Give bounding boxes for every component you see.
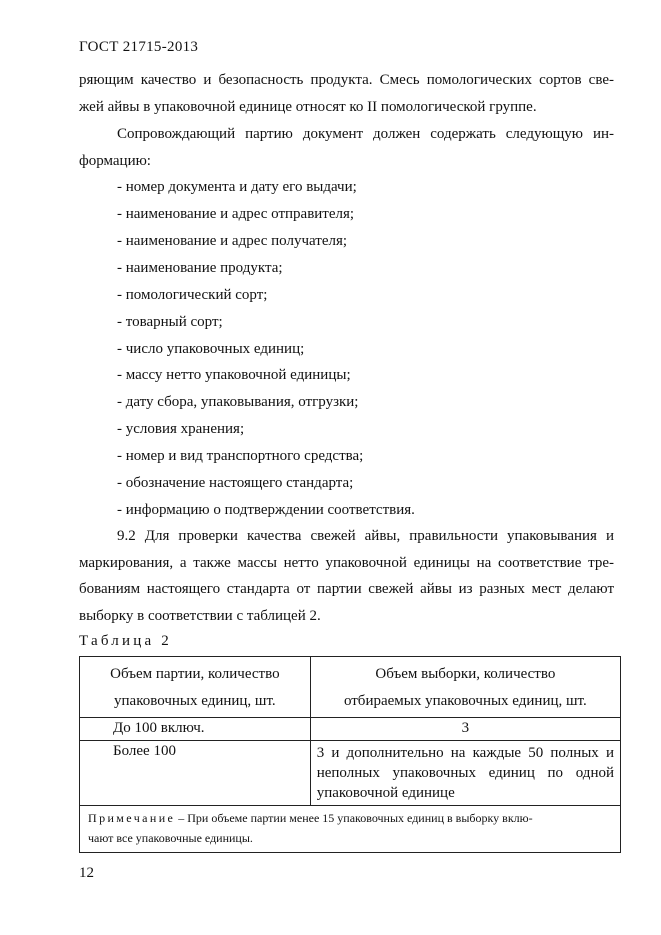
table-header-row (80, 657, 621, 718)
note-text: чают все упаковочные единицы. (88, 831, 253, 845)
list-item: - число упаковочных единиц; (117, 341, 305, 357)
paragraph-line: бованиям настоящего стандарта от партии свежей айвы из разных мест делают (79, 581, 614, 597)
paragraph-line: Сопровождающий партию документ должен содержать следующую ин- (117, 126, 614, 142)
lot-size-cell: Более 100 (80, 741, 311, 806)
header-text: упаковочных единиц, шт. (114, 693, 276, 709)
paragraph-line: маркирования, а также массы нетто упаковочной единицы на соответствие тре- (79, 555, 614, 571)
header-text: Объем выборки, количество (375, 666, 556, 682)
note-text: – При объеме партии менее 15 упаковочных единиц в выборку вклю- (175, 811, 533, 825)
paragraph-line: ряющим качество и безопасность продукта. Смесь помологических сортов све- (79, 72, 614, 88)
sample-size-line: неполных упаковочных единиц по одной (316, 765, 614, 781)
list-item: - номер документа и дату его выдачи; (117, 179, 357, 195)
list-item: - условия хранения; (117, 421, 245, 437)
table-caption: Таблица 2 (79, 633, 172, 649)
table-row (80, 741, 621, 806)
table-note (80, 806, 621, 853)
list-item: - наименование и адрес получателя; (117, 233, 348, 249)
list-item: - информацию о подтверждении соответствия. (117, 502, 415, 518)
lot-size-cell: До 100 включ. (80, 718, 311, 741)
list-item: - дату сбора, упаковывания, отгрузки; (117, 394, 359, 410)
list-item: - массу нетто упаковочной единицы; (117, 367, 351, 383)
page-number: 12 (79, 865, 94, 881)
note-label: Примечание (88, 811, 176, 825)
table-row (80, 718, 621, 741)
header-text: отбираемых упаковочных единиц, шт. (343, 693, 587, 709)
paragraph-line: жей айвы в упаковочной единице относят ко II помологической группе. (79, 99, 537, 115)
paragraph-line: формацию: (79, 153, 151, 169)
header-cell-sample-size (310, 657, 620, 718)
sample-size-table (79, 656, 621, 853)
table-note-row (80, 806, 621, 853)
header-cell-lot-size (80, 657, 311, 718)
sample-size-line: упаковочной единице (316, 785, 455, 801)
list-item: - номер и вид транспортного средства; (117, 448, 364, 464)
paragraph-line: выборку в соответствии с таблицей 2. (79, 608, 321, 624)
list-item: - товарный сорт; (117, 314, 223, 330)
paragraph-line: 9.2 Для проверки качества свежей айвы, правильности упаковывания и (117, 528, 614, 544)
sample-size-cell (310, 741, 620, 806)
list-item: - наименование продукта; (117, 260, 283, 276)
sample-size-line: 3 и дополнительно на каждые 50 полных и (316, 745, 614, 761)
list-item: - помологический сорт; (117, 287, 268, 303)
document-code: ГОСТ 21715-2013 (79, 39, 199, 55)
sample-size-cell: 3 (310, 718, 620, 741)
header-text: Объем партии, количество (110, 666, 280, 682)
list-item: - наименование и адрес отправителя; (117, 206, 355, 222)
list-item: - обозначение настоящего стандарта; (117, 475, 354, 491)
